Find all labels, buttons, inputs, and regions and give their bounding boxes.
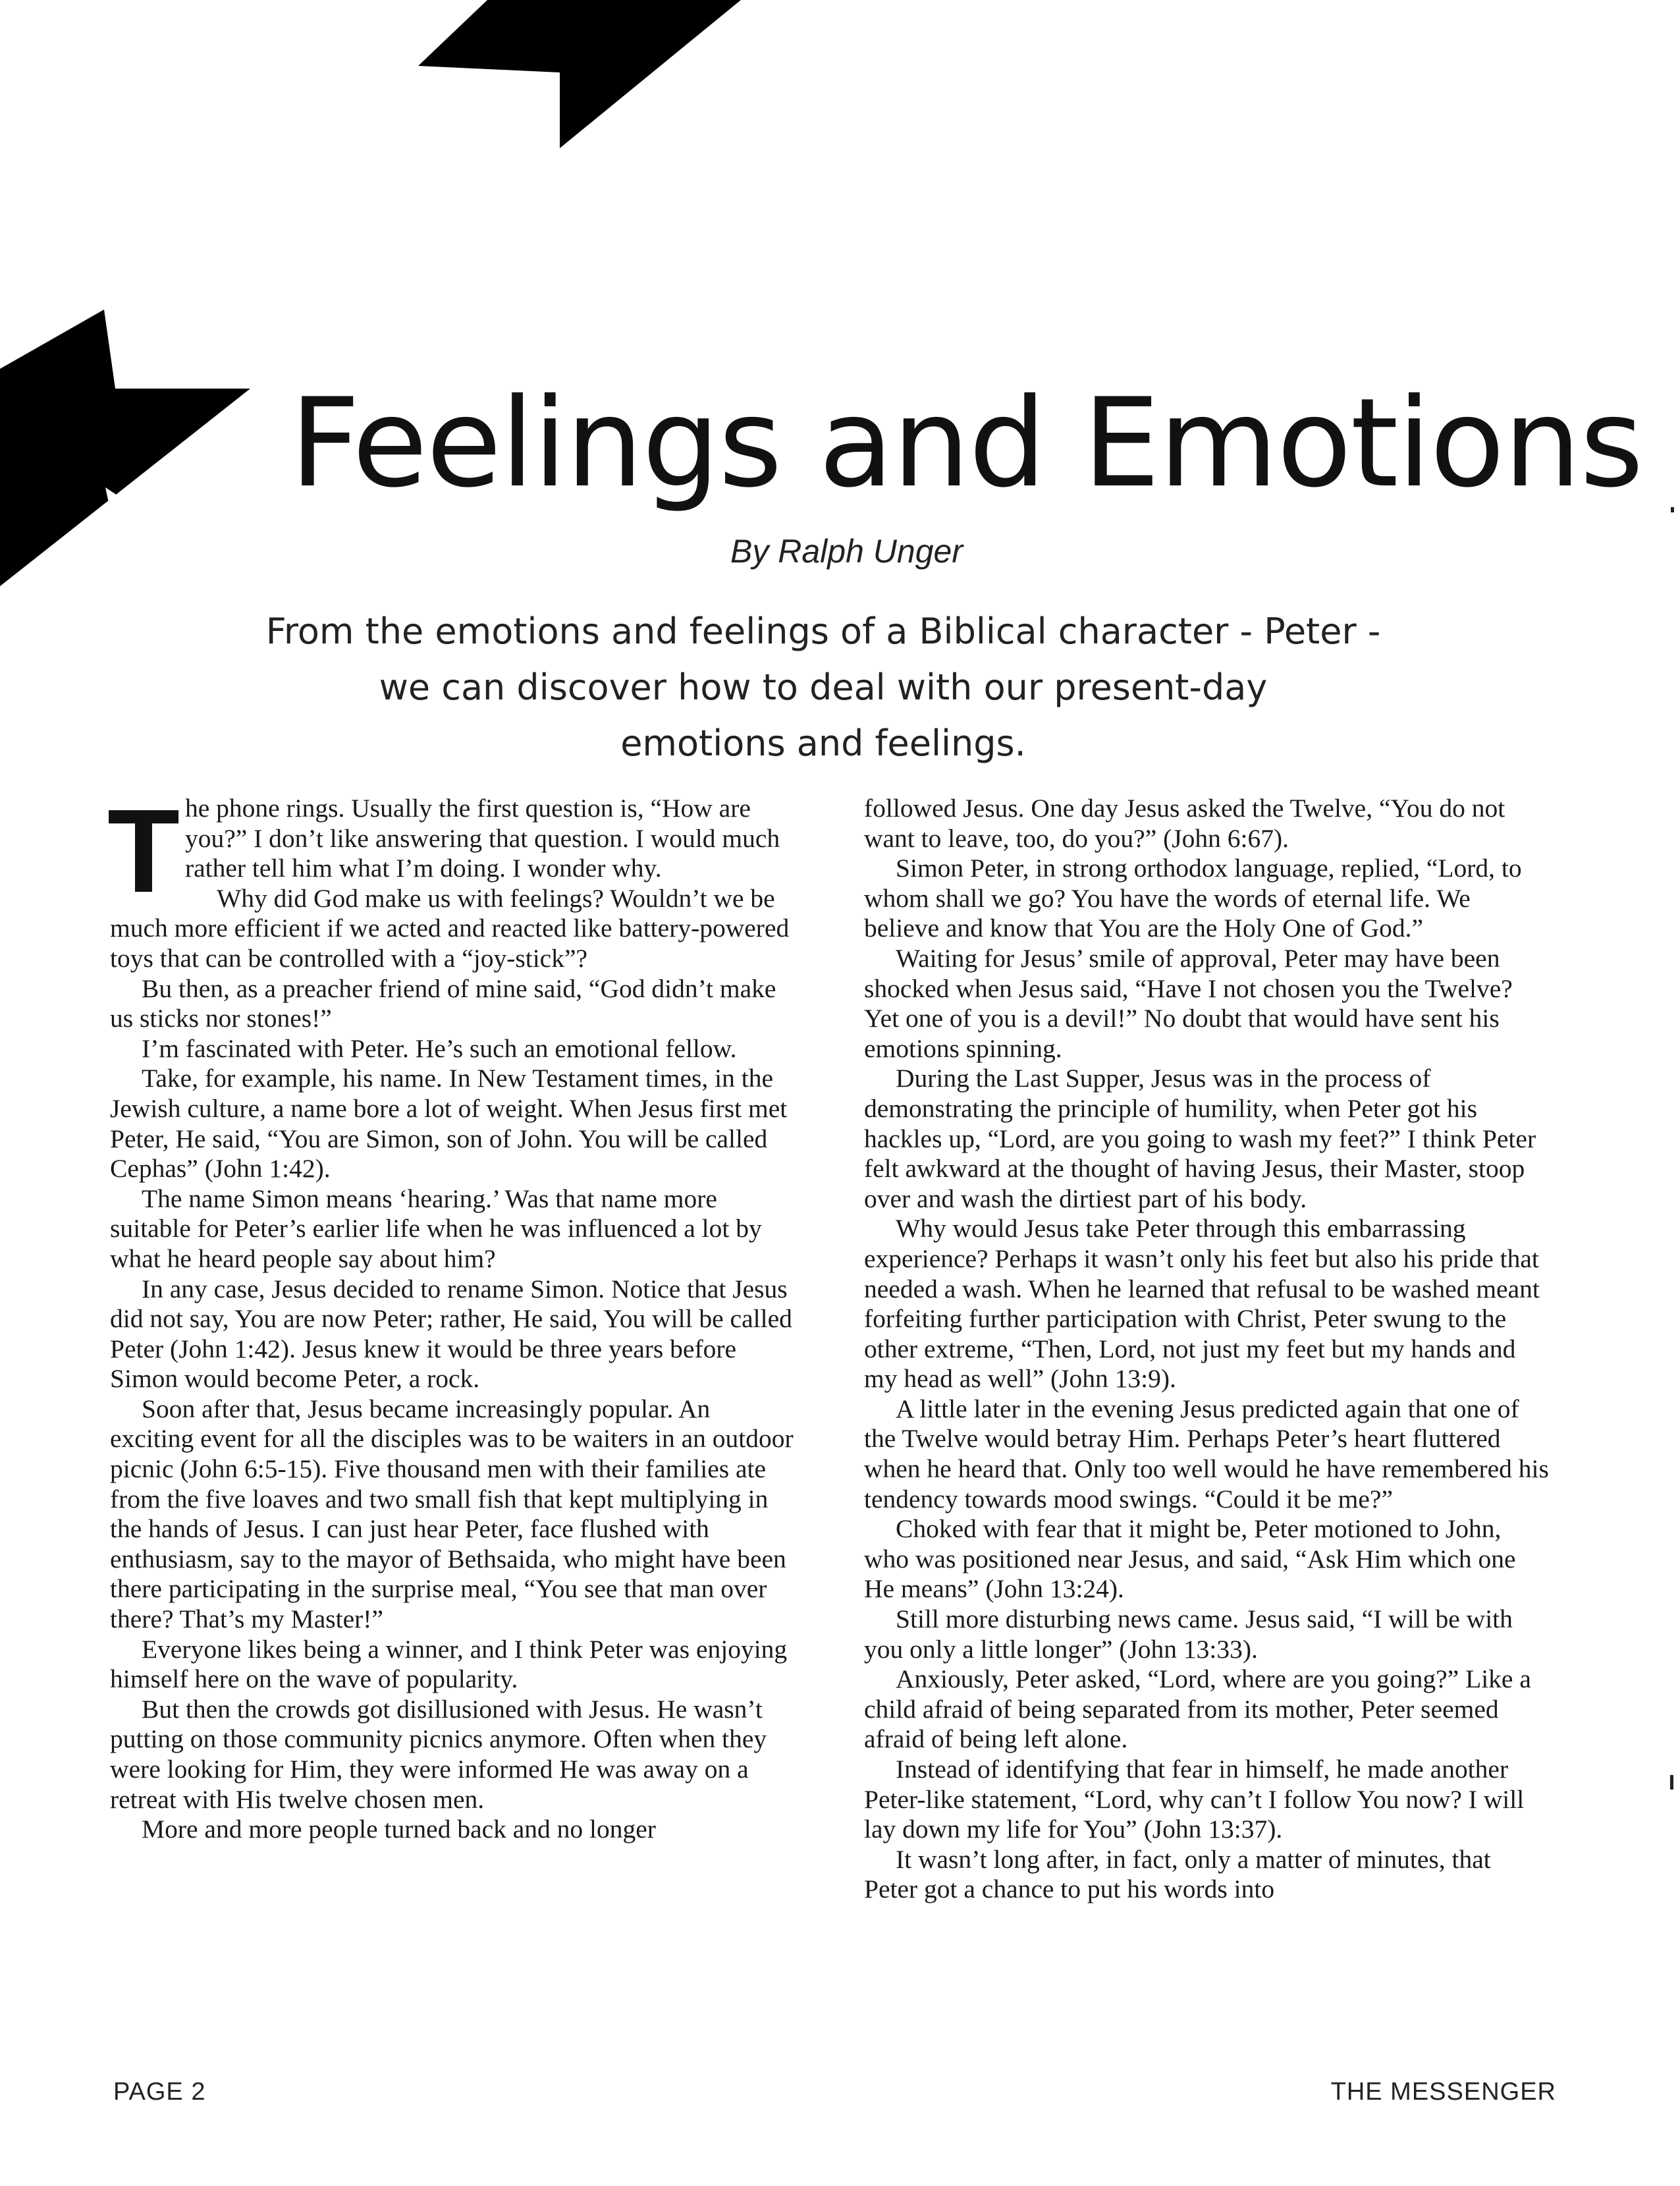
paragraph: Bu then, as a preacher friend of mine said, “God didn’t make us sticks nor stones!” bbox=[110, 973, 776, 1033]
paragraph: It wasn’t long after, in fact, only a matter of minutes, that Peter got a chance to put his words into bbox=[864, 1844, 1491, 1904]
page-number: PAGE 2 bbox=[113, 2078, 206, 2106]
paragraph: More and more people turned back and no longer bbox=[142, 1815, 656, 1844]
paragraph-text: he phone rings. Usually the first question is, “How are you?” I don’t like answering that question. I would much rather tell him what I’m doing. I wonder why. bbox=[184, 794, 780, 883]
paragraph: Still more disturbing news came. Jesus said, “I will be with you only a little longer” (John 13:33). bbox=[864, 1604, 1513, 1664]
right-column bbox=[864, 794, 1549, 1905]
paragraph: Choked with fear that it might be, Peter motioned to John, who was positioned near Jesus, and said, “Ask Him which one He means” (John 13:24). bbox=[864, 1514, 1516, 1604]
deck-line: emotions and feelings. bbox=[620, 723, 1026, 764]
paragraph: But then the crowds got disillusioned with Jesus. He wasn’t putting on those community picnics anymore. Often when they were looking for Him, they were informed He was away on a retreat with His twelve chosen men. bbox=[110, 1694, 767, 1814]
paragraph: Everyone likes being a winner, and I think Peter was enjoying himself here on the wave of popularity. bbox=[110, 1634, 788, 1694]
article-title: Feelings and Emotions bbox=[290, 371, 1642, 514]
paragraph: Take, for example, his name. In New Testament times, in the Jewish culture, a name bore a lot of weight. When Jesus first met Peter, He said, “You are Simon, son of John. You will be called Cephas” (John 1:42). bbox=[110, 1064, 788, 1184]
paragraph: Instead of identifying that fear in himself, he made another Peter-like statement, “Lord, why can’t I follow You now? I will lay down my life for You” (John 13:37). bbox=[864, 1755, 1525, 1844]
edge-mark-top bbox=[1671, 507, 1674, 512]
paragraph: Why did God make us with feelings? Wouldn’t we be much more efficient if we acted and reacted like battery-powered toys that can be controlled with a “joy-stick”? bbox=[110, 883, 790, 973]
paragraph: A little later in the evening Jesus predicted again that one of the Twelve would betray Him. Perhaps Peter’s heart fluttered when he heard that. Only too well would he have remembered his tendency towards mood swings. “Could it be me?” bbox=[864, 1394, 1549, 1514]
paragraph: Soon after that, Jesus became increasingly popular. An exciting event for all the disciples was to be waiters in an outdoor picnic (John 6:5-15). Five thousand men with their families ate from the five loaves and two small fish that kept multiplying in the hands of Jesus. I can just hear Peter, face flushed with enthusiasm, say to the mayor of Bethsaida, who might have been there participating in the surprise meal, “You see that man over there? That’s my Master!” bbox=[110, 1394, 794, 1634]
left-column bbox=[107, 785, 795, 1845]
paragraph: I’m fascinated with Peter. He’s such an emotional fellow. bbox=[142, 1033, 737, 1063]
deck-line: From the emotions and feelings of a Biblical character - Peter - bbox=[265, 611, 1381, 652]
top-arrow-shape bbox=[418, 0, 741, 148]
paragraph: Waiting for Jesus’ smile of approval, Peter may have been shocked when Jesus said, “Have I not chosen you the Twelve? Yet one of you is a devil!” No doubt that would have sent his emotions spinning. bbox=[864, 943, 1513, 1063]
paragraph: The name Simon means ‘hearing.’ Was that name more suitable for Peter’s earlier life when he was influenced a lot by what he heard people say about him? bbox=[110, 1184, 762, 1273]
byline: By Ralph Unger bbox=[730, 533, 963, 570]
article-deck bbox=[250, 603, 1396, 771]
paragraph: followed Jesus. One day Jesus asked the Twelve, “You do not want to leave, too, do you?” (John 6:67). bbox=[864, 794, 1505, 853]
paragraph bbox=[107, 785, 795, 917]
paragraph: Simon Peter, in strong orthodox language, replied, “Lord, to whom shall we go? You have the words of eternal life. We believe and know that You are the Holy One of God.” bbox=[864, 854, 1522, 943]
deck-line: we can discover how to deal with our present-day bbox=[379, 667, 1268, 708]
paragraph: During the Last Supper, Jesus was in the process of demonstrating the principle of humility, when Peter got his hackles up, “Lord, are you going to wash my feet?” I think Peter felt awkward at the thought of having Jesus, their Master, stoop over and wash the dirtiest part of his body. bbox=[864, 1064, 1536, 1213]
paragraph: In any case, Jesus decided to rename Simon. Notice that Jesus did not say, You are now Peter; rather, He said, You will be called Peter (John 1:42). Jesus knew it would be three years before Simon would become Peter, a rock. bbox=[110, 1274, 792, 1394]
paragraph: Anxiously, Peter asked, “Lord, where are you going?” Like a child afraid of being separated from its mother, Peter seemed afraid of being left alone. bbox=[864, 1664, 1531, 1754]
publication-name: THE MESSENGER bbox=[1330, 2078, 1556, 2106]
paragraph: Why would Jesus take Peter through this embarrassing experience? Perhaps it wasn’t only his feet but also his pride that needed a wash. When he learned that refusal to be washed meant forfeiting further participation with Christ, Peter swung to the other extreme, “Then, Lord, not just my feet but my hands and my head as well” (John 13:9). bbox=[864, 1214, 1540, 1394]
drop-cap: T bbox=[107, 785, 180, 917]
edge-mark-bottom bbox=[1670, 1775, 1673, 1790]
